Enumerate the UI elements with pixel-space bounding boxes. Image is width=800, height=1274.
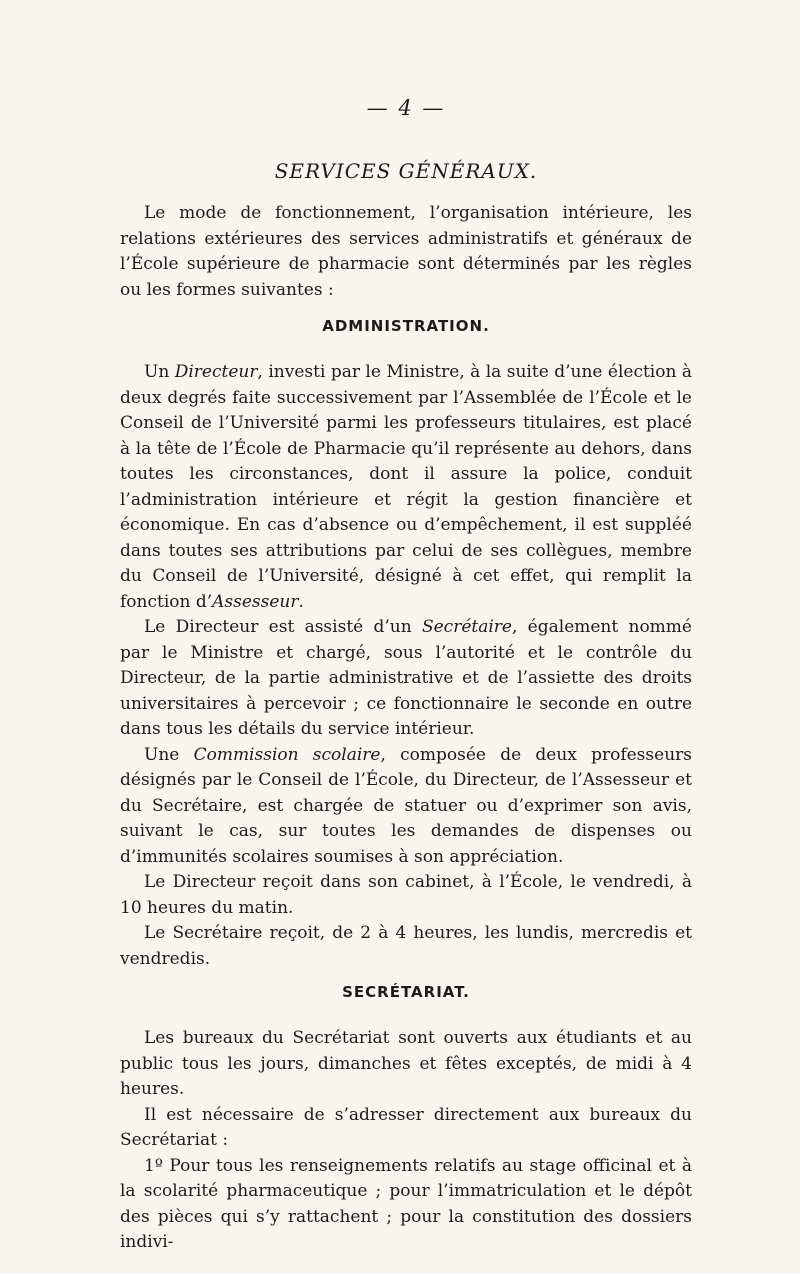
secretariat-paragraph-2: Il est nécessaire de s’adresser directement aux bureaux du Secrétariat :	[120, 1104, 692, 1150]
administration-paragraph-4: Le Directeur reçoit dans son cabinet, à l’École, le vendredi, à 10 heures du matin.	[120, 872, 692, 918]
intro-paragraph: Le mode de fonctionnement, l’organisation intérieure, les relations extérieures des services administratifs et généraux de l’École supérieure de pharmacie sont déterminés par les règles ou les formes suivantes :	[120, 203, 692, 300]
administration-paragraph-3: Une Commission scolaire, composée de deux professeurs désignés par le Conseil de l’École, du Directeur, de l’Assesseur et du Secrétaire, est chargée de statuer ou d’exprimer son avis, suivant le cas, sur toutes les demandes de dispenses ou d’immunités scolaires soumises à son appréciation.	[120, 744, 692, 867]
page-title: SERVICES GÉNÉRAUX.	[274, 159, 538, 183]
administration-heading: ADMINISTRATION.	[322, 317, 490, 335]
commission-emphasis: Commission scolaire	[193, 744, 381, 765]
assesseur-emphasis: Assesseur	[212, 591, 299, 612]
directeur-emphasis: Directeur	[174, 362, 258, 382]
page-number: — 4 —	[366, 96, 446, 120]
secretaire-emphasis: Secrétaire	[421, 617, 512, 637]
secretariat-heading: SECRÉTARIAT.	[342, 983, 470, 1001]
secretariat-paragraph-1: Les bureaux du Secrétariat sont ouverts aux étudiants et au public tous les jours, dimanches et fêtes exceptés, de midi à 4 heures.	[120, 1028, 692, 1099]
administration-paragraph-1: Un Directeur, investi par le Ministre, à la suite d’une élection à deux degrés faite successivement par l’Assemblée de l’École et le Conseil de l’Université parmi les professeurs titulaires, est placé à la tête de l’École de Pharmacie qu’il représente au dehors, dans toutes les circonstances, dont il assure la police, conduit l’administration intérieure et régit la gestion financière et économique. En cas d’absence ou d’empêchement, il est suppléé dans toutes ses attributions par celui de ses collègues, membre du Conseil de l’Université, désigné à cet effet, qui remplit la fonction d’Assesseur.	[120, 362, 693, 612]
administration-paragraph-2: Le Directeur est assisté d’un Secrétaire, également nommé par le Ministre et chargé, sous l’autorité et le contrôle du Directeur, de la partie administrative et de l’assiette des droits universitaires à percevoir ; ce fonctionnaire le seconde en outre dans tous les détails du service intérieur.	[120, 617, 692, 739]
document-page	[120, 95, 692, 1256]
secretariat-paragraph-3: 1º Pour tous les renseignements relatifs au stage officinal et à la scolarité pharmaceutique ; pour l’immatriculation et le dépôt des pièces qui s’y rattachent ; pour la constitution des dossiers indivi-	[120, 1155, 692, 1252]
administration-paragraph-5: Le Secrétaire reçoit, de 2 à 4 heures, les lundis, mercredis et vendredis.	[120, 923, 692, 969]
